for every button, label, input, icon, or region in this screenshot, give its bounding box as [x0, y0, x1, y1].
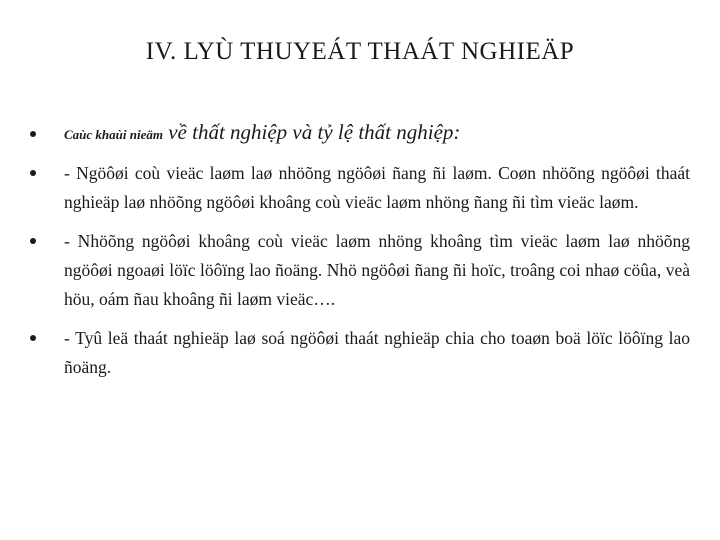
slide-title: IV. LYÙ THUYEÁT THAÁT NGHIEÄP — [145, 38, 575, 65]
bullet-icon — [30, 170, 36, 176]
bullet-item — [30, 118, 690, 149]
bullet-text: - Ngöôøi coù vieäc laøm laø nhöõng ngöôøi ñang ñi laøm. Coøn nhöõng ngöôøi thaát nghieäp laø nhöõng ngöôøi khoâng coù vieäc laøm nhöng ñang ñi tìm vieäc laøm. — [64, 163, 690, 212]
bullet-text: - Nhöõng ngöôøi khoâng coù vieäc laøm nhöng khoâng tìm vieäc laøm laø nhöõng ngöôøi ngoaøi löïc löôïng lao ñoäng. Nhö ngöôøi ñang ñi hoïc, troâng coi nhaø cöûa, veà höu, oám ñau khoâng ñi laøm vieäc…. — [64, 231, 690, 309]
bullet-text — [64, 118, 460, 149]
bullet-icon — [30, 335, 36, 341]
bullet-lead-text: Caùc khaùi nieäm — [64, 127, 163, 142]
bullet-item — [30, 159, 690, 217]
bullet-icon — [30, 131, 36, 137]
bullet-heading-text: về thất nghiệp và tỷ lệ thất nghiệp: — [162, 120, 461, 144]
bullet-text: - Tyû leä thaát nghieäp laø soá ngöôøi thaát nghieäp chia cho toaøn boä löïc löôïng lao ñoäng. — [64, 328, 690, 377]
bullet-item — [30, 324, 690, 382]
bullet-item — [30, 227, 690, 314]
bullet-list — [30, 118, 690, 392]
bullet-icon — [30, 238, 36, 244]
